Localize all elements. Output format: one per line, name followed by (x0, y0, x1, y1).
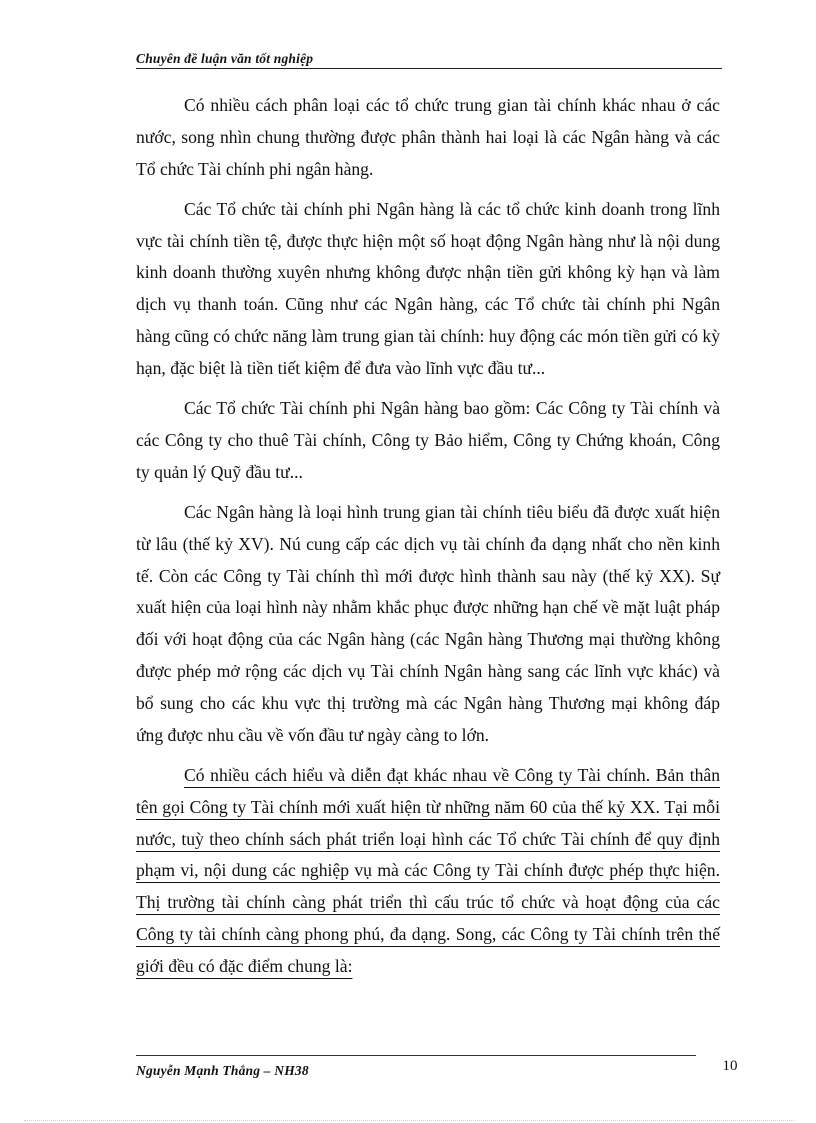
page-number: 10 (722, 1058, 738, 1074)
paragraph: Các Tổ chức Tài chính phi Ngân hàng bao gồm: Các Công ty Tài chính và các Công ty cho thuê Tài chính, Công ty Bảo hiểm, Công ty Chứng khoán, Công ty quản lý Quỹ đầu tư... (136, 398, 720, 482)
document-body (136, 90, 720, 983)
footer-author: Nguyễn Mạnh Thắng – NH38 (136, 1063, 309, 1078)
page-header (136, 50, 722, 69)
paragraph: Các Ngân hàng là loại hình trung gian tài chính tiêu biểu đã được xuất hiện từ lâu (thế kỷ XV). Nú cung cấp các dịch vụ tài chính đa dạng nhất cho nền kinh tế. Còn các Công ty Tài chính thì mới được hình thành sau này (thế kỷ XX). Sự xuất hiện của loại hình này nhằm khắc phục được những hạn chế về mặt luật pháp đối với hoạt động của các Ngân hàng (các Ngân hàng Thương mại thường không được phép mở rộng các dịch vụ Tài chính Ngân hàng sang các lĩnh vực khác) và bổ sung cho các khu vực thị trường mà các Ngân hàng Thương mại không đáp ứng được nhu cầu về vốn đầu tư ngày càng to lớn. (136, 502, 720, 745)
header-title: Chuyên đề luận văn tốt nghiệp (136, 51, 314, 66)
footer-divider (136, 1055, 696, 1056)
paragraph: Các Tổ chức tài chính phi Ngân hàng là các tổ chức kinh doanh trong lĩnh vực tài chính tiền tệ, được thực hiện một số hoạt động Ngân hàng như là nội dung kinh doanh thường xuyên nhưng không được nhận tiền gửi không kỳ hạn và làm dịch vụ thanh toán. Cũng như các Ngân hàng, các Tổ chức tài chính phi Ngân hàng cũng có chức năng làm trung gian tài chính: huy động các món tiền gửi có kỳ hạn, đặc biệt là tiền tiết kiệm để đưa vào lĩnh vực đầu tư... (136, 198, 720, 378)
page-edge-divider (24, 1120, 794, 1121)
paragraph: Có nhiều cách hiểu và diễn đạt khác nhau về Công ty Tài chính. Bản thân tên gọi Công ty Tài chính mới xuất hiện từ những năm 60 của thế kỷ XX. Tại mỗi nước, tuỳ theo chính sách phát triển loại hình các Tổ chức Tài chính để quy định phạm vi, nội dung các nghiệp vụ mà các Công ty Tài chính được phép thực hiện. Thị trường tài chính càng phát triển thì cấu trúc tổ chức và hoạt động của các Công ty tài chính càng phong phú, đa dạng. Song, các Công ty Tài chính trên thế giới đều có đặc điểm chung là: (136, 764, 720, 976)
paragraph: Có nhiều cách phân loại các tổ chức trung gian tài chính khác nhau ở các nước, song nhìn chung thường được phân thành hai loại là các Ngân hàng và các Tổ chức Tài chính phi ngân hàng. (136, 95, 720, 179)
